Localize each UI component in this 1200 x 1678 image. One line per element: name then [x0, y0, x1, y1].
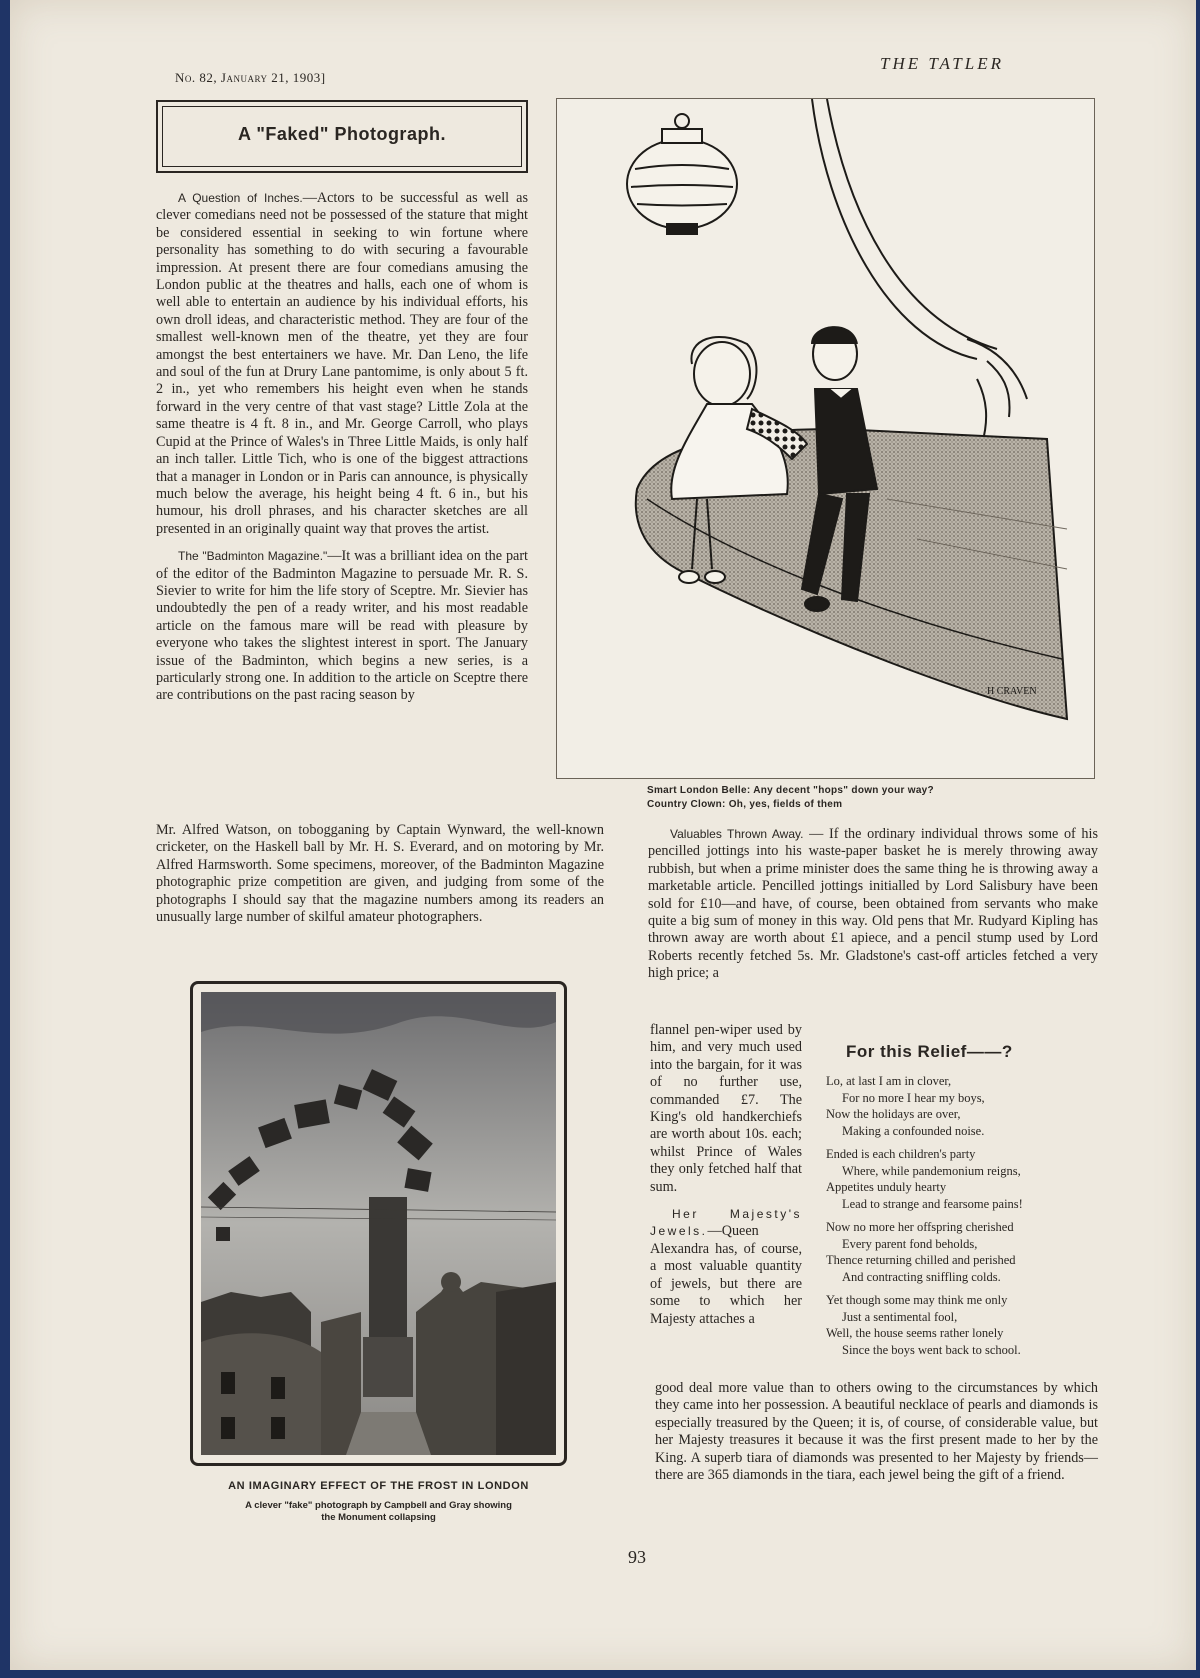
cartoon-caption [647, 784, 934, 812]
paragraph-text: —Queen Alexandra has, of course, a most valuable quantity of jewels, but there are some to which her Majesty attaches a [650, 1223, 802, 1327]
poem [826, 1073, 1088, 1365]
paragraph-text: flannel pen-wiper used by him, and very much used into the bargain, for it was of no further use, commanded £7. The King's old handkerchiefs are worth about 10s. each; whilst Prince of Wales they only fetched half that sum. [650, 1022, 802, 1195]
frost-photograph [201, 992, 556, 1455]
runin-heading: Her Majesty's Jewels. [650, 1207, 802, 1239]
column-left-wide [156, 822, 604, 926]
caption-line: Smart London Belle: Any decent "hops" down your way? [647, 785, 934, 796]
poem-title: For this Relief——? [846, 1042, 1013, 1061]
poem-line: Lead to strange and fearsome pains! [842, 1196, 1023, 1211]
paragraph-valuables [648, 826, 1098, 983]
poem-line: Since the boys went back to school. [842, 1342, 1021, 1357]
article-title: A "Faked" Photograph. [238, 124, 446, 144]
poem-line: Well, the house seems rather lonely [826, 1326, 1004, 1340]
paragraph-text: good deal more value than to others owing to the circumstances by which they came into her possession. A beautiful necklace of pearls and diamonds is especially treasured by the Queen; it is, of course, of considerable value, but her Majesty treasures it because it was the first present made to her by the King. A superb tiara of diamonds was presented to her Majesty by friends—there are 365 diamonds in the tiara, each jewel being the gift of a friend. [655, 1380, 1098, 1484]
poem-line: For no more I hear my boys, [842, 1090, 985, 1105]
poem-line: Just a sentimental fool, [842, 1309, 958, 1324]
photo-caption-detail [190, 1500, 567, 1524]
paragraph-jewels [650, 1206, 802, 1328]
cartoon-drawing [557, 99, 1094, 778]
paragraph-question-of-inches [156, 190, 528, 538]
caption-line: A clever "fake" photograph by Campbell and Gray showing [245, 1500, 512, 1511]
paragraph-text: Mr. Alfred Watson, on tobogganing by Captain Wynward, the well-known cricketer, on the Haskell ball by Mr. H. S. Everard, and on motoring by Mr. Alfred Harmsworth. Some specimens, moreover, of the Badminton Magazine photographic prize competition are given, and judging from some of the photographs I should say that the magazine numbers among its readers an unusually large number of skilful amateur photographers. [156, 822, 604, 926]
photo-caption-title: AN IMAGINARY EFFECT OF THE FROST IN LONDON [228, 1480, 529, 1492]
poem-line: Thence returning chilled and perished [826, 1253, 1016, 1267]
runin-heading: Valuables Thrown Away. [670, 827, 804, 841]
runin-heading: The "Badminton Magazine." [178, 549, 328, 564]
poem-line: And contracting sniffling colds. [842, 1269, 1001, 1284]
poem-stanza [826, 1292, 1088, 1358]
caption-line: the Monument collapsing [321, 1512, 436, 1523]
artist-signature: H CRAVEN [987, 686, 1037, 697]
column-left-top [156, 190, 528, 715]
runin-heading: A Question of Inches. [178, 191, 303, 205]
poem-line: Yet though some may think me only [826, 1293, 1008, 1307]
column-right [648, 826, 1098, 993]
poem-line: Now no more her offspring cherished [826, 1220, 1014, 1234]
monument-column [369, 1197, 407, 1337]
poem-stanza [826, 1073, 1088, 1139]
cartoon-illustration [556, 98, 1095, 779]
photograph-frame [190, 981, 567, 1466]
poem-stanza [826, 1146, 1088, 1212]
poem-line: Lo, at last I am in clover, [826, 1074, 952, 1088]
photograph [201, 992, 556, 1455]
poem-stanza [826, 1219, 1088, 1285]
article-title-box [156, 100, 528, 173]
paragraph-text: —It was a brilliant idea on the part of the editor of the Badminton Magazine to persuade Mr. R. S. Sievier to write for him the life story of Sceptre. Mr. Sievier has undoubtedly the pen of a ready writer, and his most readable article on the famous mare will be read with pleasure by everyone who takes the slightest interest in sport. The January issue of the Badminton, which begins a new series, is a particularly strong one. In addition to the article on Sceptre there are contributions on the past racing season by [156, 548, 528, 704]
poem-line: Now the holidays are over, [826, 1107, 961, 1121]
poem-line: Appetites unduly hearty [826, 1180, 947, 1194]
poem-line: Every parent fond beholds, [842, 1236, 978, 1251]
issue-header: No. 82, January 21, 1903] [175, 70, 326, 85]
page-number: 93 [628, 1547, 646, 1567]
paragraph-badminton-a [156, 548, 528, 705]
column-narrow [650, 1022, 802, 1338]
caption-line: Country Clown: Oh, yes, fields of them [647, 799, 843, 810]
poem-line: Where, while pandemonium reigns, [842, 1163, 1021, 1178]
masthead: THE TATLER [880, 54, 1004, 73]
lantern-drawing [627, 114, 737, 234]
poem-line: Ended is each children's party [826, 1147, 976, 1161]
paragraph-text: — If the ordinary individual throws some of his pencilled jottings into his waste-paper basket he is merely throwing away rubbish, but when a prime minister does the same thing he is throwing away a marketable article. Pencilled jottings initialled by Lord Salisbury have been sold for £10—and have, of course, been obtained from servants who make quite a big sum of money in this way. Old pens that Mr. Rudyard Kipling has thrown away are worth about £1 apiece, and a pencil stump used by Lord Roberts recently fetched 5s. Mr. Gladstone's cast-off articles fetched a very high price; a [648, 826, 1098, 982]
column-right-bottom [655, 1380, 1098, 1484]
poem-line: Making a confounded noise. [842, 1123, 985, 1138]
paragraph-text: —Actors to be successful as well as clever comedians need not be possessed of the stature that might be considered essential in seeking to win fortune where personality has something to do with securing a favourable impression. At present there are four comedians amusing the London public at the theatres and halls, each one of whom is well able to entertain an audience by his individual efforts, his own droll ideas, and characteristic method. They are four of the smallest well-known men of the theatre, yet they are four amongst the best entertainers we have. Mr. Dan Leno, the life and soul of the fun at Drury Lane pantomime, is only about 5 ft. 2 in., yet who remembers his height even when he stands forward in the very centre of that vast stage? Little Zola at the same theatre is 4 ft. 8 in., and Mr. George Carroll, who plays Cupid at the Prince of Wales's in Three Little Maids, is only half an inch taller. Little Tich, who is one of the biggest attractions that a manager in London or in Paris can announce, is physically much below the average, his height being 4 ft. 6 in., but his humour, his droll phrases, and his character sketches are all presented in an originally quaint way that proves the artist. [156, 190, 528, 537]
